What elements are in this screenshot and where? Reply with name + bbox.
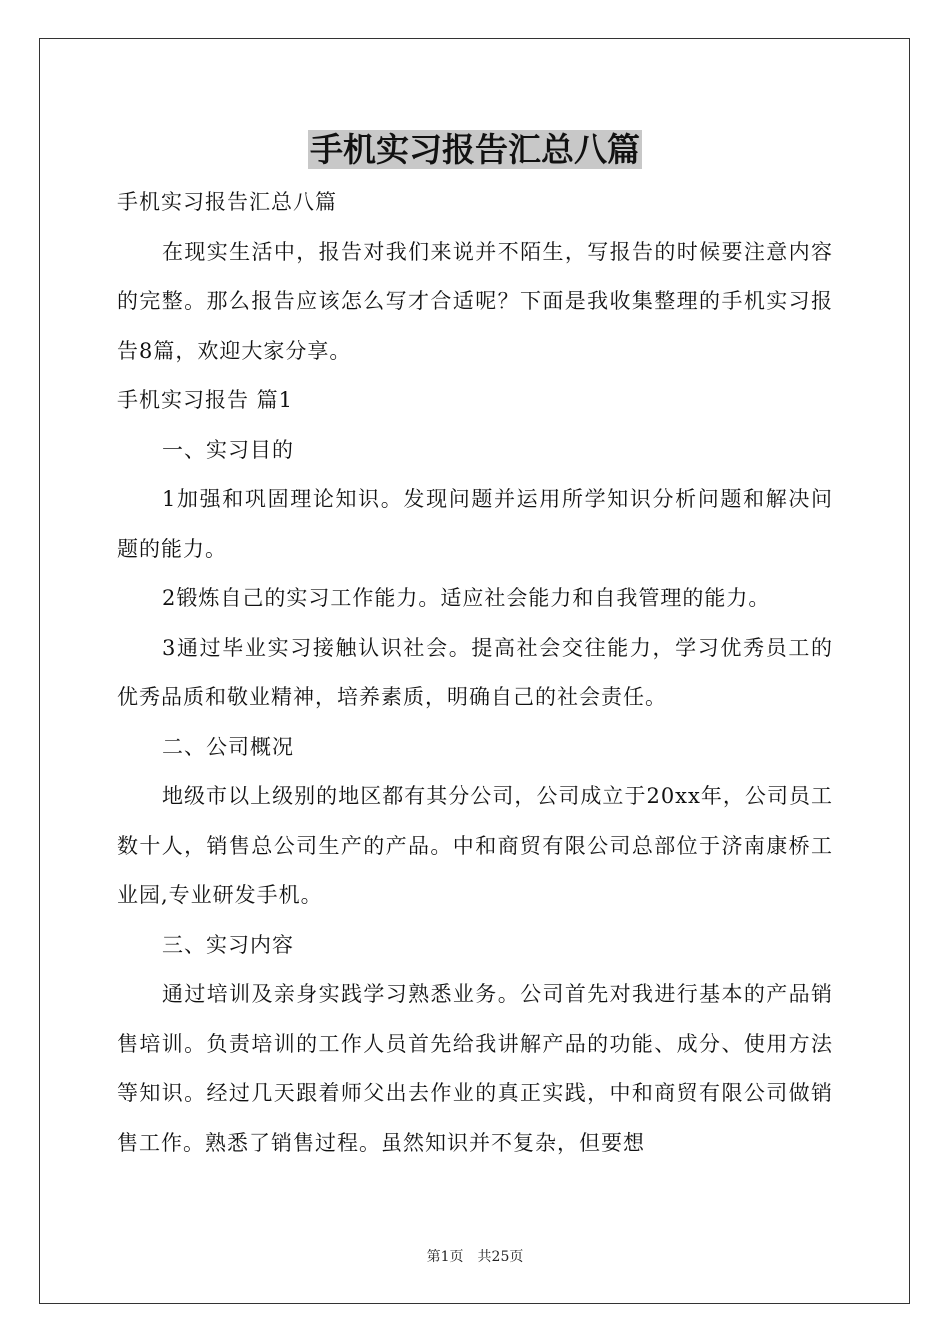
section-heading: 手机实习报告 篇1 xyxy=(117,388,294,412)
subsection-heading: 二、公司概况 xyxy=(162,734,294,759)
body-paragraph: 2锻炼自己的实习工作能力。适应社会能力和自我管理的能力。 xyxy=(162,586,771,610)
document-title xyxy=(0,127,950,173)
body-paragraph: 通过培训及亲身实践学习熟悉业务。公司首先对我进行基本的产品销售培训。负责培训的工作人员首先给我讲解产品的功能、成分、使用方法等知识。经过几天跟着师父出去作业的真正实践，中和商贸有限公司做销售工作。熟悉了销售过程。虽然知识并不复杂，但要想 xyxy=(117,982,833,1155)
body-paragraph: 地级市以上级别的地区都有其分公司，公司成立于20xx年，公司员工数十人，销售总公司生产的产品。中和商贸有限公司总部位于济南康桥工业园,专业研发手机。 xyxy=(117,784,833,907)
body-paragraph: 手机实习报告汇总八篇 xyxy=(117,190,337,214)
body-paragraph: 1加强和巩固理论知识。发现问题并运用所学知识分析问题和解决问题的能力。 xyxy=(117,487,833,561)
body-paragraph: 3通过毕业实习接触认识社会。提高社会交往能力，学习优秀员工的优秀品质和敬业精神，培养素质，明确自己的社会责任。 xyxy=(117,635,833,709)
body-paragraph: 在现实生活中，报告对我们来说并不陌生，写报告的时候要注意内容的完整。那么报告应该怎么写才合适呢？下面是我收集整理的手机实习报告8篇，欢迎大家分享。 xyxy=(117,239,833,363)
page-number-footer: 第1页 共25页 xyxy=(426,1249,524,1265)
subsection-heading: 三、实习内容 xyxy=(162,932,294,957)
document-title-text: 手机实习报告汇总八篇 xyxy=(310,130,640,169)
document-body xyxy=(117,178,833,1168)
subsection-heading: 一、实习目的 xyxy=(162,437,294,462)
